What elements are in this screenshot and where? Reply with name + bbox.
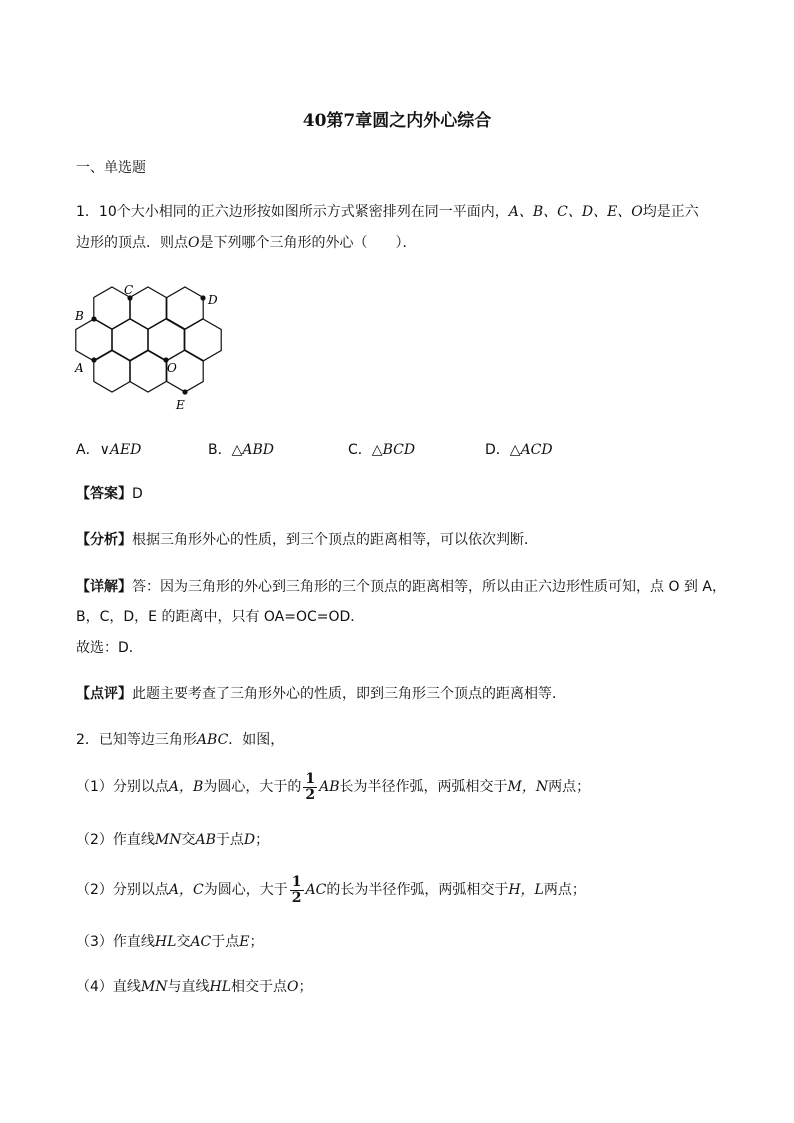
dot-d: [200, 295, 205, 300]
q1-point-o: O: [188, 235, 200, 251]
option-b-letter: B．: [208, 442, 232, 458]
q2-step-2: [76, 830, 269, 850]
q2-step-4: [76, 932, 264, 952]
label-o: O: [167, 361, 177, 375]
label-c: C: [124, 283, 134, 297]
q2-s2-text: （2）作直线: [76, 832, 155, 848]
q2-s5-text-d: ；: [298, 979, 313, 995]
label-b: B: [75, 309, 84, 323]
q2-s3-points: A，C: [168, 882, 204, 898]
q2-step-3: [76, 872, 586, 908]
hexagon-cell: [130, 350, 166, 392]
q2-s3-points-2: H，L: [508, 882, 544, 898]
q2-intro-end: ．如图，: [228, 732, 285, 748]
comment-text: 此题主要考查了三角形外心的性质，即到三角形三个顶点的距离相等．: [132, 686, 566, 702]
label-d: D: [208, 293, 218, 307]
q2-s4-point: E: [239, 934, 250, 950]
option-d-name: ACD: [520, 442, 553, 458]
q2-s2-text-d: ；: [255, 832, 270, 848]
dot-a: [91, 357, 96, 362]
q1-analysis: [76, 530, 538, 550]
q2-s3-segment: AC: [305, 882, 327, 898]
q2-s4-text-b: 交: [176, 934, 191, 950]
comment-label: 【点评】: [76, 686, 132, 702]
option-b[interactable]: [208, 440, 274, 460]
q2-s3-text-c: 的长为半径作弧，两弧相交于: [326, 882, 509, 898]
q2-step-1: [76, 769, 590, 805]
q2-intro-text: 2．已知等边三角形: [76, 732, 197, 748]
q2-s5-line-2: HL: [209, 979, 232, 995]
option-d-symbol: △: [509, 442, 521, 458]
fraction-half: [303, 772, 317, 803]
section-label: 一、单选题: [76, 160, 146, 176]
detail-label: 【详解】: [76, 579, 132, 595]
option-d-letter: D．: [485, 442, 510, 458]
option-b-name: ABD: [242, 442, 275, 458]
fraction-denominator: 2: [305, 786, 316, 803]
q2-s1-text-c: 长为半径作弧，两弧相交于: [339, 779, 508, 795]
detail-text-3: 故选：D．: [76, 640, 143, 656]
q2-s3-text-d: 两点；: [543, 882, 586, 898]
q2-s1-text: （1）分别以点: [76, 779, 169, 795]
analysis-text: 根据三角形外心的性质，到三个顶点的距离相等，可以依次判断．: [132, 532, 538, 548]
q2-s1-text-d: 两点；: [548, 779, 591, 795]
q2-s2-text-b: 交: [181, 832, 196, 848]
option-c-letter: C．: [348, 442, 372, 458]
q1-text-b-end: 是下列哪个三角形的外心（ ）．: [199, 235, 417, 251]
q1-detail-line-3: [76, 638, 143, 658]
q2-s1-segment: AB: [319, 779, 340, 795]
q2-s2-line: MN: [154, 832, 182, 848]
q2-s2-point: D: [243, 832, 256, 848]
q2-s5-text: （4）直线: [76, 979, 141, 995]
q2-step-5: [76, 977, 313, 997]
analysis-label: 【分析】: [76, 532, 132, 548]
q2-s4-text-c: 于点: [211, 934, 240, 950]
q2-s1-points-2: M，N: [507, 779, 549, 795]
fraction-numerator: 1: [305, 770, 316, 787]
q2-s5-text-b: 与直线: [167, 979, 210, 995]
q2-s3-text: （2）分别以点: [76, 882, 169, 898]
q2-intro: [76, 730, 284, 750]
q1-detail-line-1: [76, 577, 726, 597]
q1-detail-line-2: [76, 607, 364, 627]
option-c[interactable]: [348, 440, 415, 460]
detail-text-2: B，C，D，E 的距离中，只有 OA=OC=OD．: [76, 609, 365, 625]
q1-text: 1．10个大小相同的正六边形按如图所示方式紧密排列在同一平面内，: [76, 204, 509, 220]
q1-points: A、B、C、D、E、O: [508, 204, 643, 220]
q2-s3-text-b: 为圆心，大于: [203, 882, 288, 898]
q2-s4-text: （3）作直线: [76, 934, 155, 950]
q1-answer: [76, 484, 143, 504]
q2-s5-text-c: 相交于点: [231, 979, 288, 995]
label-e: E: [176, 398, 185, 412]
answer-label: 【答案】: [76, 486, 132, 502]
detail-text-1: 答：因为三角形的外心到三角形的三个顶点的距离相等，所以由正六边形性质可知，点 O 到 A，: [132, 579, 726, 595]
option-a-symbol: ∨: [99, 442, 110, 458]
answer-value: D: [132, 486, 143, 502]
q2-s5-line-1: MN: [140, 979, 168, 995]
option-c-name: BCD: [382, 442, 416, 458]
option-a-name: AED: [109, 442, 142, 458]
dot-b: [91, 316, 96, 321]
q2-s5-point: O: [287, 979, 299, 995]
hexagon-cell: [94, 350, 130, 392]
q2-s4-line: HL: [154, 934, 177, 950]
q2-s4-segment: AC: [190, 934, 212, 950]
hexagon-figure: [70, 278, 235, 418]
q1-text-b: 边形的顶点．则点: [76, 235, 188, 251]
option-a[interactable]: [76, 440, 141, 460]
option-d[interactable]: [485, 440, 553, 460]
option-b-symbol: △: [231, 442, 243, 458]
q2-s1-points: A，B: [168, 779, 204, 795]
fraction-numerator-2: 1: [291, 873, 302, 890]
label-a: A: [75, 361, 84, 375]
dot-e: [182, 389, 187, 394]
fraction-denominator-2: 2: [291, 889, 302, 906]
q2-s4-text-d: ；: [249, 934, 264, 950]
q2-s2-text-c: 于点: [215, 832, 244, 848]
q1-stem-line-1: [76, 202, 699, 222]
q2-s1-text-b: 为圆心，大于的: [203, 779, 302, 795]
fraction-half-2: [290, 875, 304, 906]
q1-comment: [76, 684, 566, 704]
option-c-symbol: △: [371, 442, 383, 458]
page-title: 40第7章圆之内外心综合: [302, 111, 492, 131]
q1-text-end: 均是正六: [642, 204, 699, 220]
q2-s2-segment: AB: [195, 832, 216, 848]
option-a-letter: A．: [76, 442, 100, 458]
q2-triangle: ABC: [196, 732, 229, 748]
section-heading: [76, 158, 146, 178]
q1-stem-line-2: [76, 233, 416, 253]
